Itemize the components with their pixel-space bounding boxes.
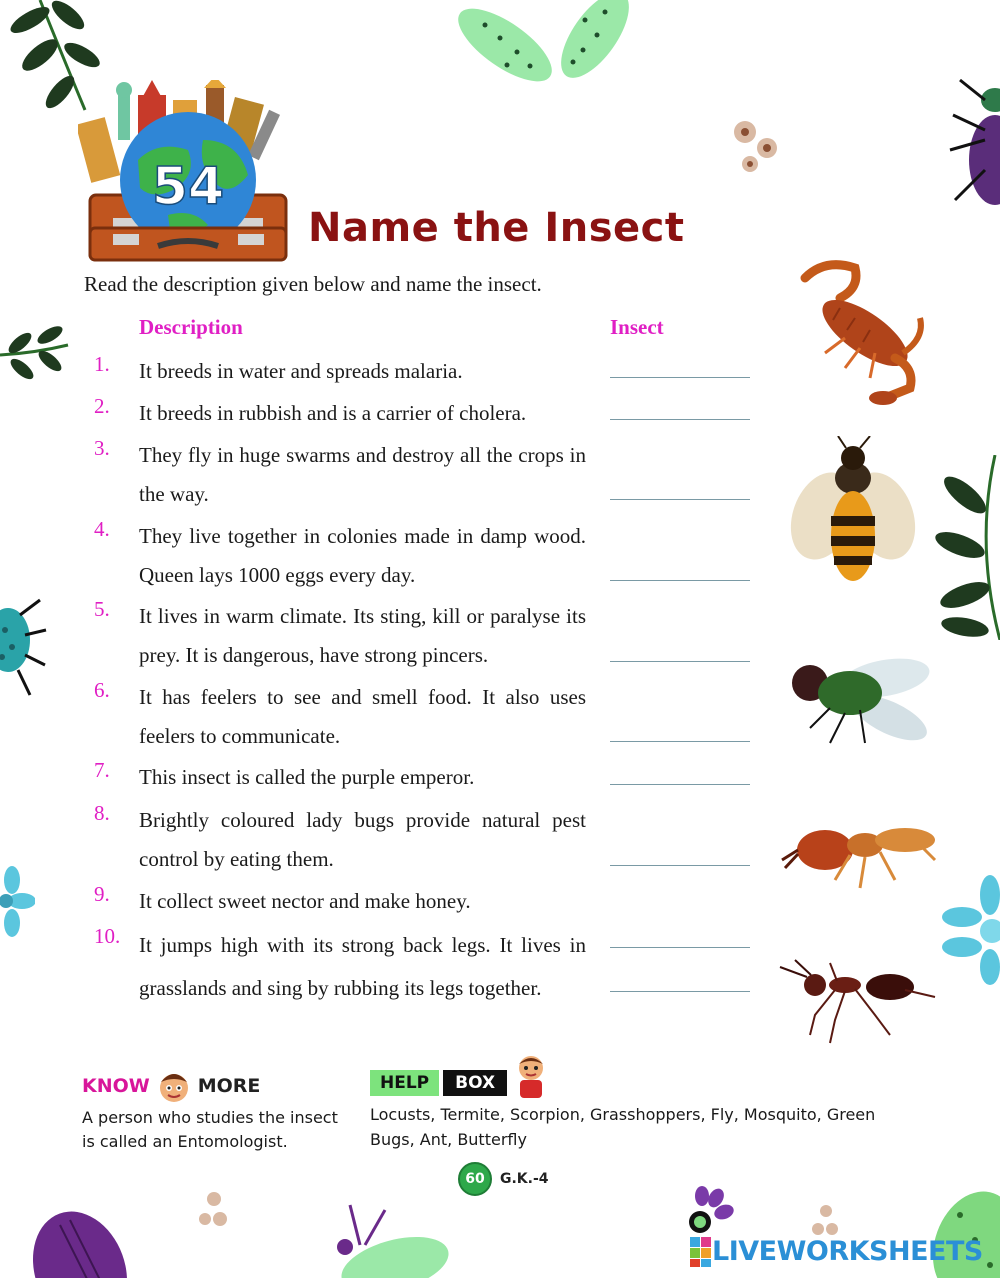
question-text: They fly in huge swarms and destroy all the crops in the way.	[139, 443, 586, 506]
know-more-text: A person who studies the insect is called an Entomologist.	[82, 1108, 338, 1151]
question-text: It lives in warm climate. Its sting, kill or paralyse its prey. It is dangerous, have strong pincers.	[139, 604, 586, 667]
answer-line[interactable]	[610, 419, 750, 420]
child-icon	[511, 1052, 551, 1100]
answer-line[interactable]	[610, 784, 750, 785]
liveworksheets-logo-icon	[690, 1237, 712, 1267]
question-text: This insect is called the purple emperor.	[139, 765, 475, 789]
scorpion-image	[785, 258, 930, 408]
question-number: 4.	[94, 517, 110, 541]
help-box-label-b: BOX	[443, 1070, 507, 1096]
insect-column-header: Insect	[610, 315, 664, 339]
help-box-label: HELP	[370, 1070, 439, 1096]
question-text: Brightly coloured lady bugs provide natural pest control by eating them.	[139, 808, 586, 871]
description-column-header: Description	[139, 315, 243, 339]
answer-line[interactable]	[610, 499, 750, 500]
beetle-icon	[945, 40, 1000, 215]
seeds-decoration	[730, 118, 785, 178]
question-number: 2.	[94, 394, 110, 418]
answer-line[interactable]	[610, 377, 750, 378]
instruction-text: Read the description given below and name the insect.	[84, 272, 542, 296]
flower-icon	[682, 1186, 734, 1238]
question-text: It breeds in rubbish and is a carrier of cholera.	[139, 401, 527, 425]
page-title: Name the Insect	[308, 205, 685, 251]
left-flower-decoration	[0, 865, 35, 940]
question-number: 10.	[94, 924, 121, 948]
help-box	[370, 1066, 551, 1100]
page-number	[458, 1162, 549, 1196]
chapter-badge	[78, 80, 298, 265]
question-number: 8.	[94, 801, 110, 825]
globe-suitcase-icon	[78, 80, 298, 265]
question-text: It has feelers to see and smell food. It also uses feelers to communicate.	[139, 685, 586, 748]
question-number: 5.	[94, 597, 110, 621]
question-text: It collect sweet nector and make honey.	[139, 889, 471, 913]
fly-image	[785, 648, 935, 753]
know-more-label-b: MORE	[197, 1075, 261, 1097]
question-number: 6.	[94, 678, 110, 702]
left-bug-decoration	[0, 585, 50, 700]
question-text: It jumps high with its strong back legs. It lives in grasslands and sing by rubbing its legs together.	[139, 933, 586, 1000]
page-number-badge: 60	[458, 1162, 492, 1196]
help-box-text: Locusts, Termite, Scorpion, Grasshoppers, Fly, Mosquito, Green Bugs, Ant, Butterfly	[370, 1105, 876, 1149]
question-text: They live together in colonies made in damp wood. Queen lays 1000 eggs every day.	[139, 524, 586, 587]
answer-line[interactable]	[610, 991, 750, 992]
answer-line[interactable]	[610, 947, 750, 948]
top-green-leaves-decoration	[455, 0, 645, 95]
answer-line[interactable]	[610, 661, 750, 662]
right-flower-decoration	[940, 875, 1000, 985]
book-label: G.K.-4	[500, 1171, 549, 1187]
right-leaves-decoration	[935, 455, 1000, 640]
question-number: 1.	[94, 352, 110, 376]
termite-image	[780, 810, 940, 895]
liveworksheets-brand: LIVEWORKSHEETS	[712, 1236, 983, 1267]
chapter-number: 54	[151, 157, 225, 217]
question-number: 3.	[94, 436, 110, 460]
bee-image	[788, 436, 918, 586]
question-number: 7.	[94, 758, 110, 782]
question-number: 9.	[94, 882, 110, 906]
left-leaf-decoration	[0, 325, 70, 385]
question-text: It breeds in water and spreads malaria.	[139, 359, 463, 383]
know-more-box	[82, 1068, 260, 1104]
know-more-label: KNOW	[82, 1075, 150, 1097]
liveworksheets-logo	[690, 1236, 983, 1267]
answer-line[interactable]	[610, 580, 750, 581]
boy-face-icon	[156, 1068, 192, 1104]
answer-line[interactable]	[610, 865, 750, 866]
ant-image	[775, 955, 940, 1045]
answer-line[interactable]	[610, 741, 750, 742]
